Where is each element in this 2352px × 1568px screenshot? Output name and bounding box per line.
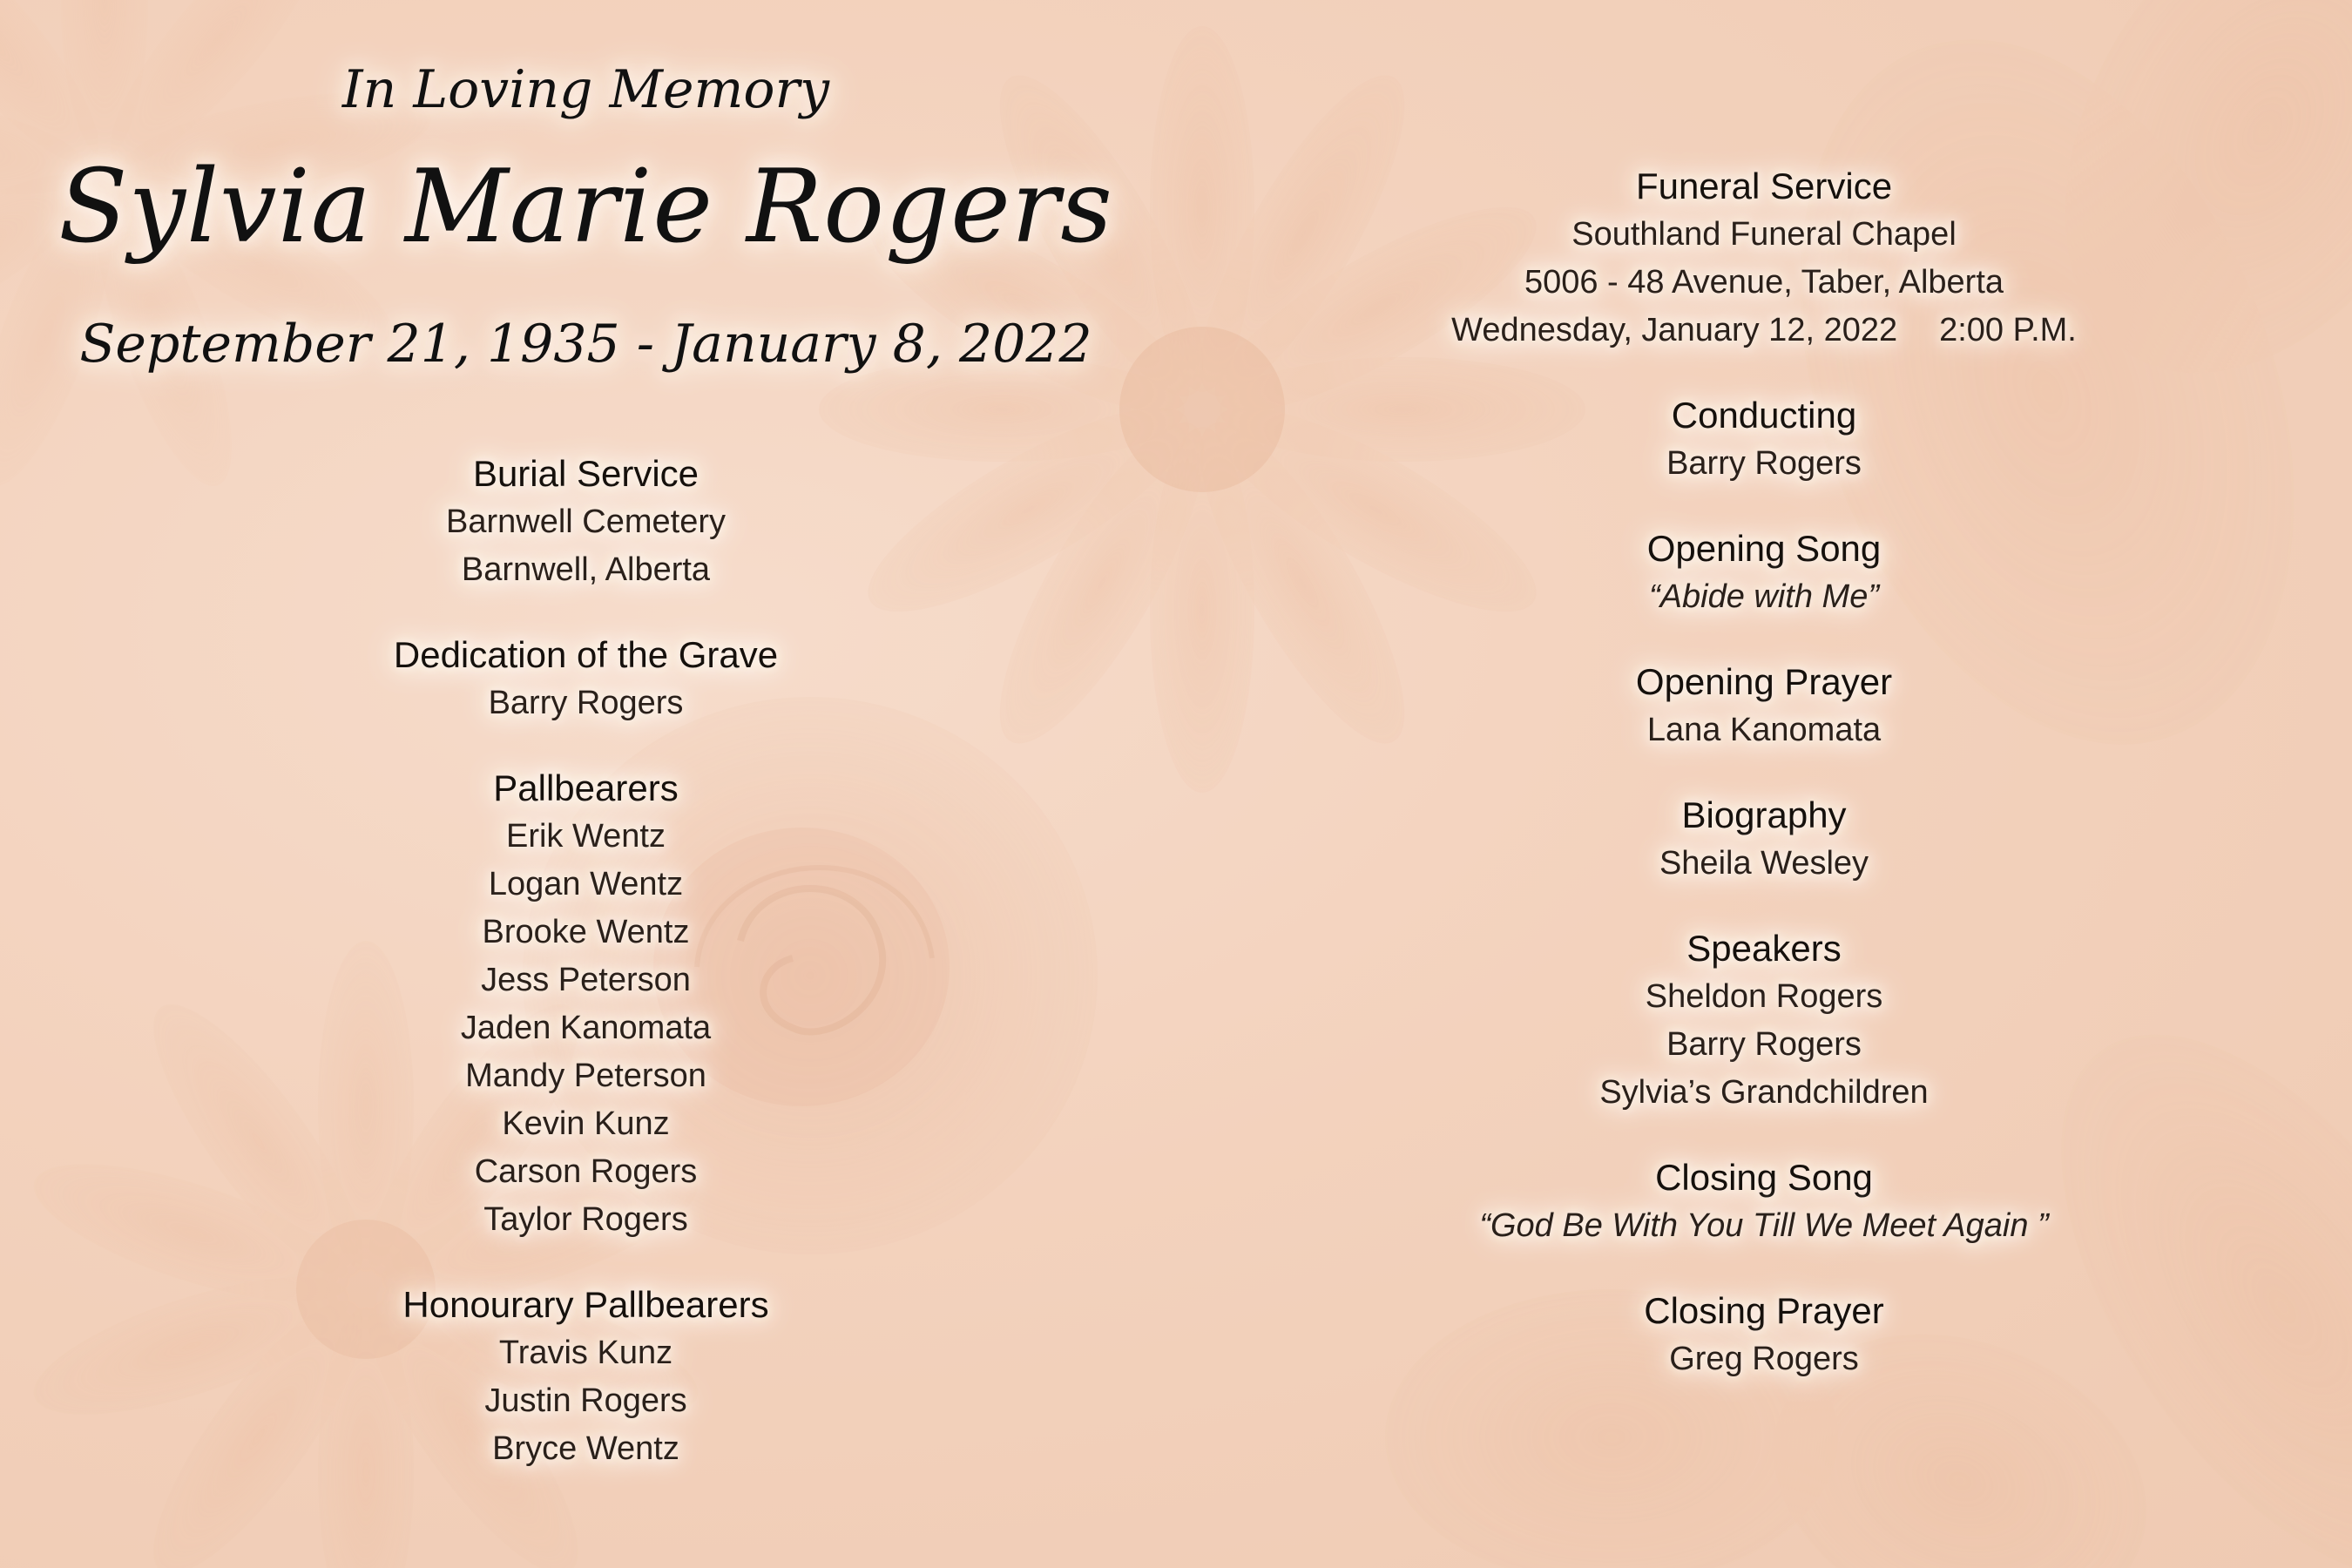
life-dates: September 21, 1935 - January 8, 2022 — [79, 314, 1092, 375]
section-heading: Pallbearers — [493, 767, 679, 808]
section-line: Carson Rogers — [474, 1153, 698, 1190]
section-line: Sylvia’s Grandchildren — [1599, 1074, 1929, 1111]
dedication-section — [0, 630, 1172, 727]
section-line: Kevin Kunz — [502, 1105, 670, 1142]
song-title: “God Be With You Till We Meet Again ” — [1479, 1207, 2049, 1244]
section-line: Brooke Wentz — [482, 914, 690, 950]
section-line: Greg Rogers — [1669, 1341, 1859, 1377]
honourary-pallbearers-section — [0, 1280, 1172, 1473]
section-line: Jaden Kanomata — [460, 1010, 712, 1046]
funeral-service-section — [1394, 161, 2134, 355]
service-date: Wednesday, January 12, 2022 — [1451, 312, 1898, 348]
section-line: Barnwell, Alberta — [461, 551, 711, 588]
section-line: Barry Rogers — [488, 685, 684, 721]
pallbearers-section — [0, 763, 1172, 1244]
section-heading: Burial Service — [472, 453, 700, 494]
section-heading: Closing Song — [1655, 1157, 1873, 1198]
section-heading: Honourary Pallbearers — [402, 1284, 769, 1325]
conducting-section — [1394, 390, 2134, 488]
left-program-column — [0, 449, 1172, 1509]
biography-section — [1394, 790, 2134, 888]
burial-service-section — [0, 449, 1172, 594]
section-line: Travis Kunz — [498, 1335, 673, 1371]
section-heading: Opening Song — [1646, 528, 1882, 569]
section-heading: Closing Prayer — [1644, 1290, 1884, 1331]
opening-prayer-section — [1394, 657, 2134, 754]
closing-song-section — [1394, 1152, 2134, 1250]
deceased-name: Sylvia Marie Rogers — [58, 148, 1113, 266]
section-line: Jess Peterson — [481, 962, 691, 998]
speakers-section — [1394, 923, 2134, 1117]
section-line: Erik Wentz — [505, 818, 666, 855]
section-line: Logan Wentz — [488, 866, 684, 902]
section-line: Barnwell Cemetery — [446, 504, 726, 540]
in-loving-memory-heading: In Loving Memory — [341, 59, 830, 120]
service-date-time — [1394, 307, 2134, 355]
section-heading: Dedication of the Grave — [393, 634, 779, 675]
section-line: Sheldon Rogers — [1645, 978, 1883, 1015]
section-heading: Biography — [1681, 794, 1847, 835]
right-program-column — [1394, 161, 2134, 1419]
section-line: Mandy Peterson — [465, 1058, 706, 1094]
section-heading: Conducting — [1671, 395, 1857, 436]
section-heading: Speakers — [1686, 928, 1842, 969]
song-title: “Abide with Me” — [1649, 578, 1879, 615]
section-line: Sheila Wesley — [1659, 845, 1869, 882]
section-line: Barry Rogers — [1666, 445, 1862, 482]
section-heading: Funeral Service — [1635, 166, 1893, 206]
section-line: Lana Kanomata — [1646, 712, 1882, 748]
section-line: Barry Rogers — [1666, 1026, 1862, 1063]
venue-name: Southland Funeral Chapel — [1571, 216, 1957, 253]
section-line: Bryce Wentz — [492, 1430, 679, 1467]
closing-prayer-section — [1394, 1286, 2134, 1383]
section-heading: Opening Prayer — [1635, 661, 1893, 702]
section-line: Justin Rogers — [484, 1382, 687, 1419]
section-line: Taylor Rogers — [483, 1201, 688, 1238]
opening-song-section — [1394, 524, 2134, 621]
service-time: 2:00 P.M. — [1939, 312, 2077, 348]
venue-address: 5006 - 48 Avenue, Taber, Alberta — [1524, 264, 2004, 301]
